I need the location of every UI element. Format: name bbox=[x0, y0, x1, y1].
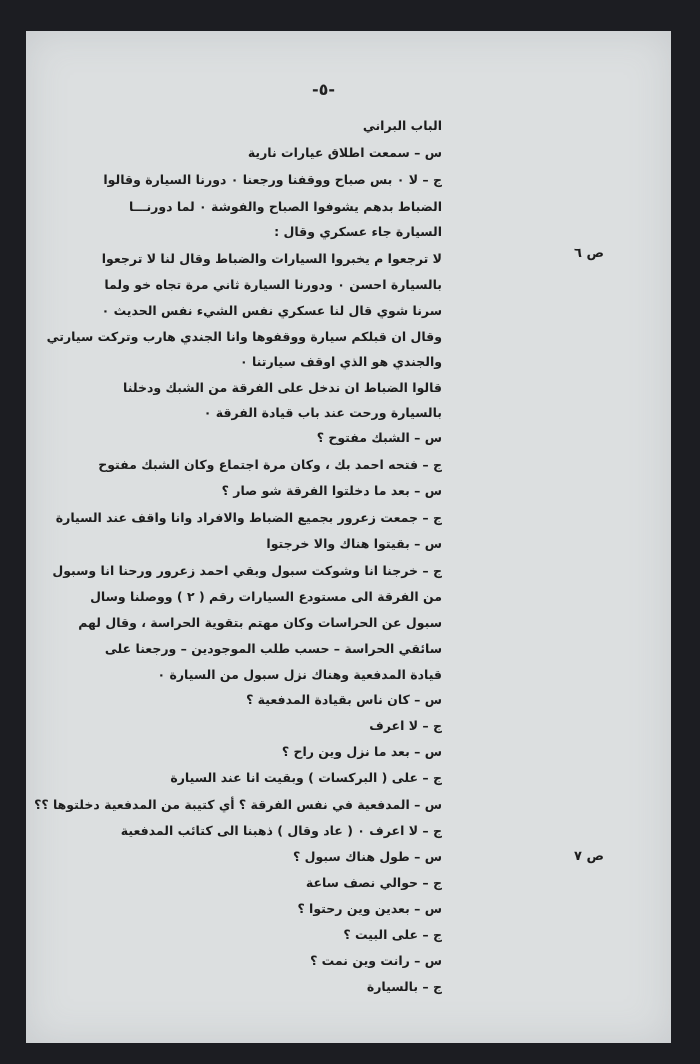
text-line: الباب البراني bbox=[362, 118, 442, 133]
text-line: سرنا شوي قال لنا عسكري نفس الشيء نفس الحديث ٠ bbox=[101, 303, 442, 318]
text-line: ج – حوالي نصف ساعة bbox=[305, 875, 442, 890]
text-line: س – طول هناك سبول ؟ bbox=[293, 849, 442, 864]
text-line: ج – فتحه احمد بك ، وكان مرة اجتماع وكان الشبك مفتوح bbox=[98, 457, 442, 472]
margin-note-2: ص ٧ bbox=[574, 849, 604, 864]
text-line: ج – على ( البركسات ) وبقيت انا عند السيارة bbox=[170, 770, 442, 785]
text-line: ج – جمعت زعرور بجميع الضباط والافراد وانا واقف عند السيارة bbox=[55, 510, 442, 525]
text-line: قالوا الضباط ان ندخل على الفرقة من الشبك ودخلنا bbox=[123, 380, 442, 395]
text-line: ج – على البيت ؟ bbox=[343, 927, 442, 942]
text-line: والجندي هو الذي اوقف سيارتنا ٠ bbox=[240, 354, 442, 369]
text-line: السيارة جاء عسكري وقال : bbox=[274, 224, 442, 239]
text-line: س – بقيتوا هناك والا خرجتوا bbox=[266, 536, 442, 551]
text-line: س – كان ناس بقيادة المدفعية ؟ bbox=[246, 692, 442, 707]
text-line: س – المدفعية في نفس الفرقة ؟ أي كتيبة من المدفعية دخلتوها ؟؟ bbox=[34, 797, 442, 812]
text-line: سبول عن الحراسات وكان مهتم بتقوية الحراسة ، وقال لهم bbox=[78, 615, 442, 630]
text-line: س – بعد ما نزل وين راح ؟ bbox=[281, 744, 442, 759]
text-line: ج – لا اعرف ٠ ( عاد وقال ) ذهبنا الى كتائب المدفعية bbox=[120, 823, 442, 838]
margin-note-1: ص ٦ bbox=[574, 246, 604, 261]
text-line: س – رانت وين نمت ؟ bbox=[310, 953, 442, 968]
text-line: قيادة المدفعية وهناك نزل سبول من السيارة ٠ bbox=[157, 667, 442, 682]
text-line: بالسيارة ورحت عند باب قيادة الفرقة ٠ bbox=[203, 405, 442, 420]
page-number: -٥- bbox=[312, 80, 336, 99]
text-line: س – بعدين وين رحتوا ؟ bbox=[297, 901, 442, 916]
text-line: الضباط بدهم يشوفوا الصباح والفوشة ٠ لما دورنـــا bbox=[128, 199, 442, 214]
text-line: بالسيارة احسن ٠ ودورنا السيارة ثاني مرة تجاه خو ولما bbox=[104, 277, 442, 292]
text-line: س – سمعت اطلاق عيارات نارية bbox=[247, 145, 442, 160]
text-line: س – الشبك مفتوح ؟ bbox=[316, 430, 442, 445]
text-line: ج – لا اعرف bbox=[369, 718, 442, 733]
text-line: س – بعد ما دخلتوا الفرقة شو صار ؟ bbox=[221, 483, 442, 498]
text-line: من الفرقة الى مستودع السيارات رقم ( ٢ ) ووصلنا وسال bbox=[90, 589, 442, 604]
text-line: ج – خرجنا انا وشوكت سبول وبقي احمد زعرور ورحنا انا وسبول bbox=[52, 563, 442, 578]
text-line: ج – لا ٠ بس صباح ووقفنا ورجعنا ٠ دورنا السيارة وقالوا bbox=[103, 172, 442, 187]
text-line: ج – بالسيارة bbox=[366, 979, 442, 994]
text-line: لا ترجعوا م يخبروا السيارات والضباط وقال لنا لا ترجعوا bbox=[101, 251, 442, 266]
text-line: سائقي الحراسة – حسب طلب الموجودين – ورجعنا على bbox=[104, 641, 442, 656]
text-line: وقال ان قبلكم سيارة ووقفوها وانا الجندي هارب وتركت سيارتي bbox=[46, 329, 442, 344]
